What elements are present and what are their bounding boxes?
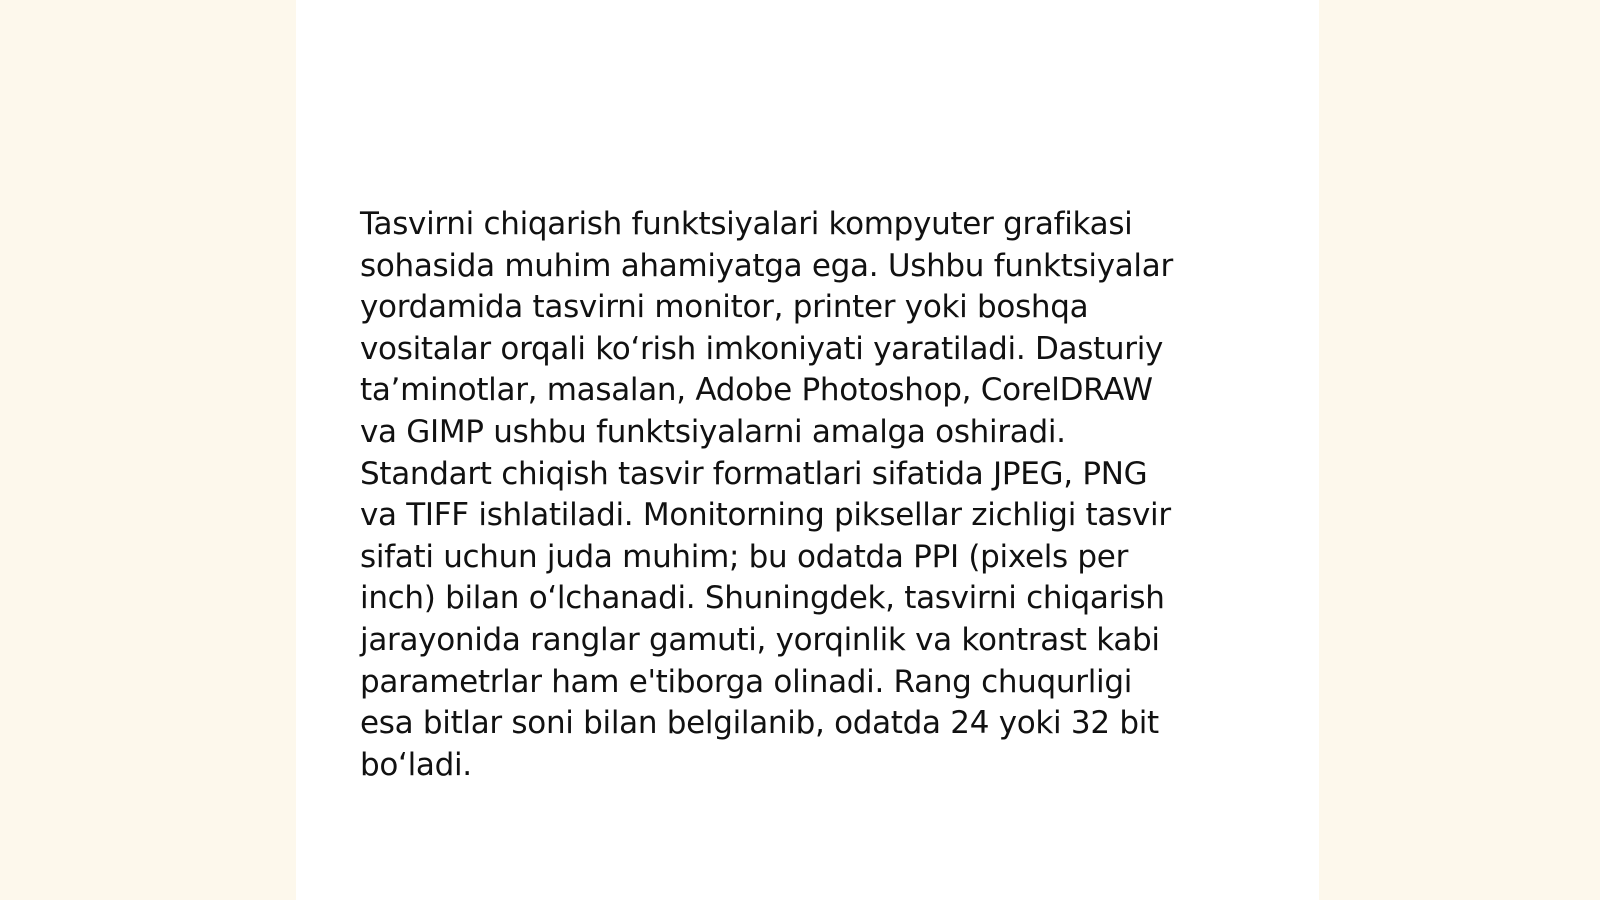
paragraph-line: yordamida tasvirni monitor, printer yoki boshqa <box>360 289 1089 326</box>
paragraph-line: va GIMP ushbu funktsiyalarni amalga oshiradi. <box>360 413 1066 450</box>
paragraph-line: Tasvirni chiqarish funktsiyalari kompyuter grafikasi <box>360 206 1133 242</box>
body-paragraph <box>360 204 1240 786</box>
paragraph-line: sifati uchun juda muhim; bu odatda PPI (pixels per <box>360 538 1129 575</box>
paragraph-line: vositalar orqali koʻrish imkoniyati yaratiladi. Dasturiy <box>360 330 1164 367</box>
document-page <box>296 0 1319 900</box>
paragraph-line: Standart chiqish tasvir formatlari sifatida JPEG, PNG <box>360 455 1148 492</box>
paragraph-line: inch) bilan oʻlchanadi. Shuningdek, tasvirni chiqarish <box>360 580 1165 617</box>
paragraph-line: sohasida muhim ahamiyatga ega. Ushbu funktsiyalar <box>360 247 1173 284</box>
paragraph-line: taʼminotlar, masalan, Adobe Photoshop, CorelDRAW <box>360 372 1153 409</box>
paragraph-line: jarayonida ranglar gamuti, yorqinlik va kontrast kabi <box>360 621 1160 658</box>
paragraph-line: va TIFF ishlatiladi. Monitorning piksellar zichligi tasvir <box>360 497 1171 534</box>
paragraph-line: parametrlar ham e'tiborga olinadi. Rang chuqurligi <box>360 663 1133 700</box>
paragraph-line: esa bitlar soni bilan belgilanib, odatda 24 yoki 32 bit <box>360 705 1159 742</box>
paragraph-line: boʻladi. <box>360 746 472 783</box>
